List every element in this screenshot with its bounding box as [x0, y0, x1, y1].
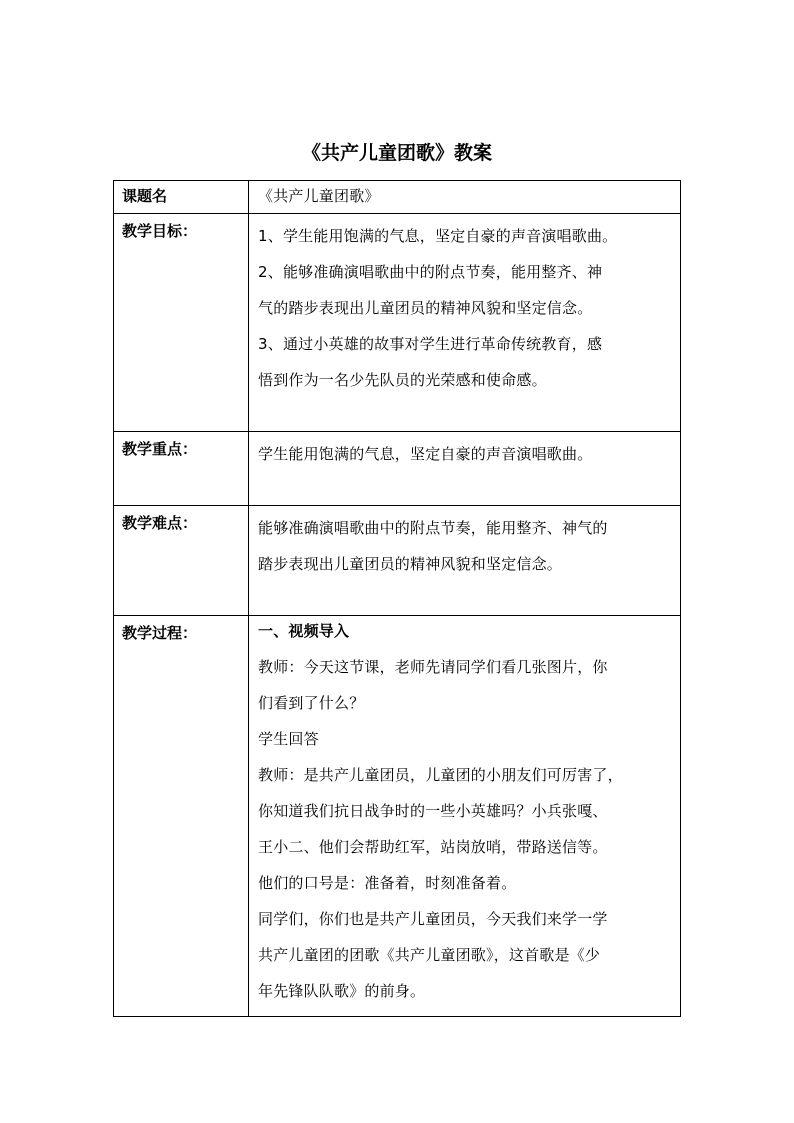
- objectives-cell: [249, 214, 681, 432]
- difficulties-label: 教学难点：: [114, 506, 249, 616]
- table-row: [114, 432, 681, 506]
- process-line: 同学们，你们也是共产儿童团员，今天我们来学一学: [258, 910, 608, 928]
- table-row: [114, 616, 681, 1017]
- process-line: 你知道我们抗日战争时的一些小英雄吗？小兵张嘎、: [258, 802, 608, 820]
- key-points-label: 教学重点：: [114, 432, 249, 506]
- difficulties-cell: [249, 506, 681, 616]
- difficulty-line: 踏步表现出儿童团员的精神风貌和坚定信念。: [258, 555, 563, 573]
- table-row: [114, 181, 681, 214]
- process-line: 教师：是共产儿童团员，儿童团的小朋友们可厉害了，: [258, 766, 623, 784]
- process-line: 王小二、他们会帮助红军，站岗放哨，带路送信等。: [258, 838, 608, 856]
- process-line: 他们的口号是：准备着，时刻准备着。: [258, 874, 517, 892]
- difficulty-line: 能够准确演唱歌曲中的附点节奏，能用整齐、神气的: [258, 519, 608, 537]
- topic-label: 课题名: [114, 181, 249, 214]
- key-point-line: 学生能用饱满的气息，坚定自豪的声音演唱歌曲。: [258, 445, 593, 463]
- table-row: [114, 214, 681, 432]
- process-label: 教学过程：: [114, 616, 249, 1017]
- document-title: 《共产儿童团歌》教案: [301, 142, 492, 164]
- objective-line: 气的踏步表现出儿童团员的精神风貌和坚定信念。: [258, 299, 593, 317]
- process-line: 教师：今天这节课，老师先请同学们看几张图片，你: [258, 658, 608, 676]
- process-line: 年先锋队队歌》的前身。: [258, 982, 426, 1000]
- topic-cell: [249, 181, 681, 214]
- process-cell: [249, 616, 681, 1017]
- lesson-plan-table: [113, 180, 681, 1017]
- key-points-cell: [249, 432, 681, 506]
- table-row: [114, 506, 681, 616]
- topic-value: 《共产儿童团歌》: [258, 187, 380, 205]
- process-heading: 一、视频导入: [258, 622, 350, 640]
- objective-line: 2、能够准确演唱歌曲中的附点节奏，能用整齐、神: [258, 263, 603, 281]
- process-line: 学生回答: [258, 730, 319, 748]
- objective-line: 1、学生能用饱满的气息，坚定自豪的声音演唱歌曲。: [258, 227, 618, 245]
- objectives-label: 教学目标：: [114, 214, 249, 432]
- objective-line: 3、通过小英雄的故事对学生进行革命传统教育，感: [258, 335, 603, 353]
- process-line: 共产儿童团的团歌《共产儿童团歌》，这首歌是《少: [258, 946, 601, 964]
- process-line: 们看到了什么？: [258, 694, 365, 712]
- objective-line: 悟到作为一名少先队员的光荣感和使命感。: [258, 371, 547, 389]
